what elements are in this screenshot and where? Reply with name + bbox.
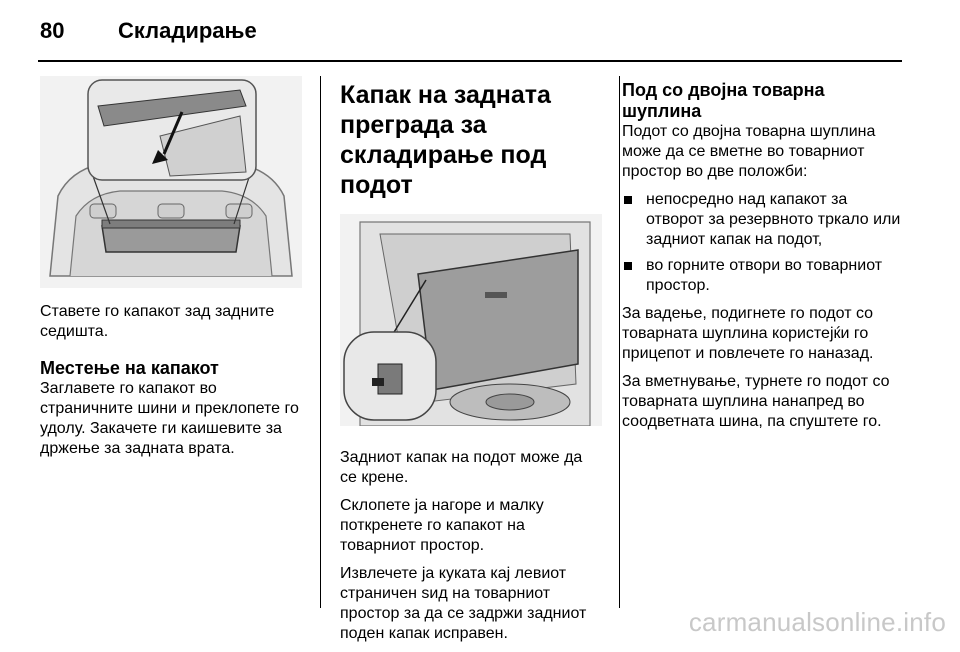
section-header: Складирање bbox=[118, 18, 257, 43]
intro-text: Подот со двојна товарна шуплина може да се вметне во товарниот простор во две положби: bbox=[622, 123, 876, 180]
column-divider-1 bbox=[320, 76, 321, 608]
body-text-2: За вметнување, турнете го подот со товарната шуплина нанапред во соодветната шина, па спуштете го. bbox=[622, 373, 890, 430]
column-middle bbox=[340, 76, 602, 652]
column-left bbox=[40, 76, 302, 467]
list-item-text: непосредно над капакот за отворот за резервното тркало или задниот капак на подот, bbox=[646, 191, 901, 248]
bullet-square-icon bbox=[624, 262, 632, 270]
list-item bbox=[622, 190, 904, 250]
bullet-square-icon bbox=[624, 196, 632, 204]
body-text-2: Извлечете ја куката кај левиот страничен ѕид на товарниот простор за да се задржи задниот поден капак исправен. bbox=[340, 565, 587, 642]
header-rule bbox=[38, 60, 902, 62]
column-divider-2 bbox=[619, 76, 620, 608]
bullet-list bbox=[622, 190, 904, 296]
body-text: Заглавете го капакот во страничните шини и преклопете го удолу. Закачете ги каишевите за држење за задната врата. bbox=[40, 380, 299, 457]
section-heading: Местење на капакот bbox=[40, 358, 219, 378]
watermark: carmanualsonline.info bbox=[688, 607, 946, 637]
section-title: Капак на задната преграда за складирање под подот bbox=[340, 81, 551, 199]
figure-caption: Ставете го капакот зад задните седишта. bbox=[40, 303, 275, 340]
figure-caption: Задниот капак на подот може да се крене. bbox=[340, 449, 583, 486]
list-item-text: во горните отвори во товарниот простор. bbox=[646, 257, 883, 294]
page-number: 80 bbox=[40, 18, 65, 43]
body-text-1: Склопете ја нагоре и малку поткренете го капакот на товарниот простор. bbox=[340, 497, 544, 554]
section-heading: Под со двојна товарна шуплина bbox=[622, 80, 825, 121]
list-item bbox=[622, 256, 904, 296]
body-text-1: За вадење, подигнете го подот со товарната шуплина користејќи го прицепот и повлечете го наназад. bbox=[622, 305, 874, 362]
cargo-cover-illustration bbox=[40, 76, 302, 288]
column-right bbox=[622, 76, 904, 440]
floor-cover-illustration bbox=[340, 214, 602, 426]
